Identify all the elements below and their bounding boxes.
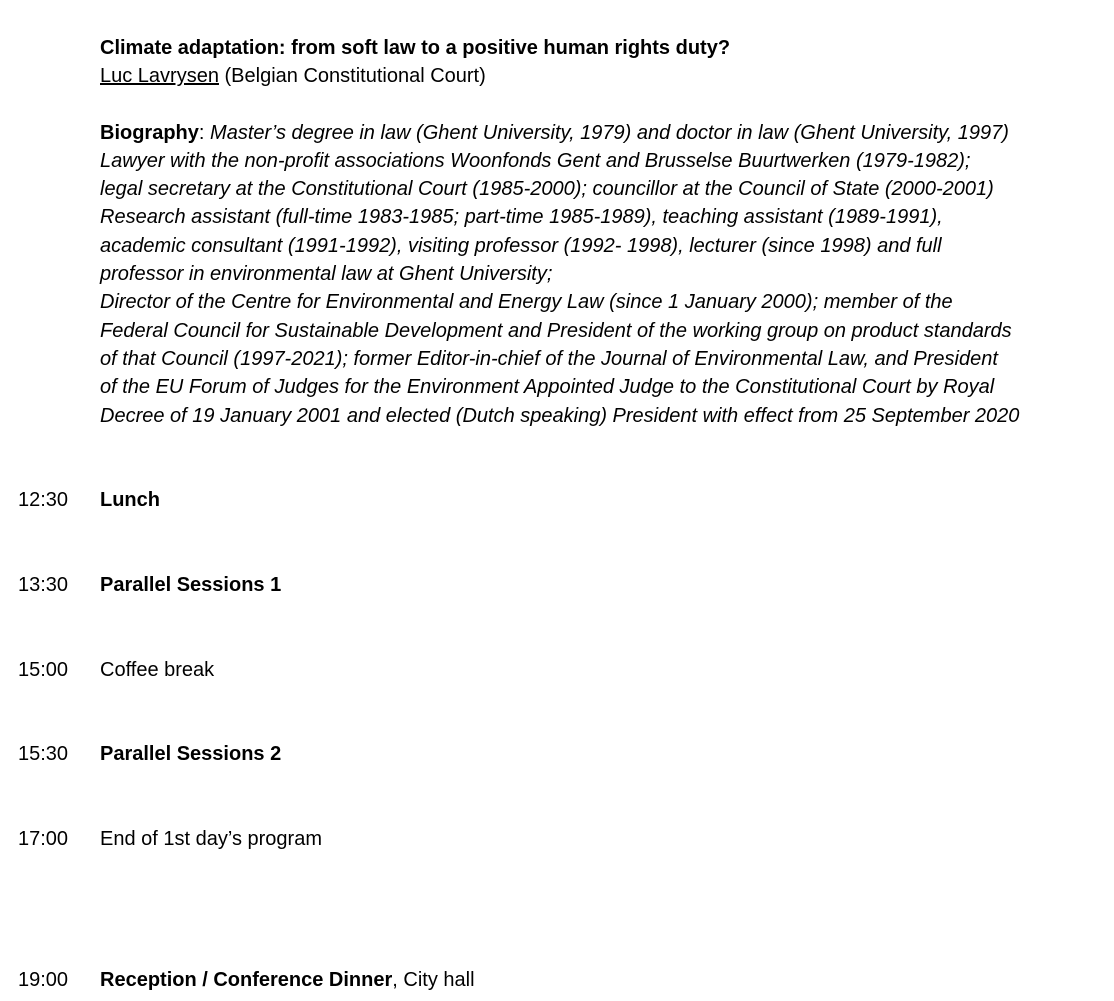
speaker-affiliation: (Belgian Constitutional Court) (218, 65, 486, 88)
bio-line-3: legal secretary at the Constitutional Court (1985-2000); councillor at the Council of State (2000-2001) (100, 178, 994, 201)
bio-line-7: Director of the Centre for Environmental and Energy Law (since 1 January 2000); member of the (100, 291, 953, 314)
schedule-row-parallel-sessions-2 (18, 740, 1098, 770)
bio-line-4: Research assistant (full-time 1983-1985; part-time 1985-1989), teaching assistant (1989-1991), (100, 206, 943, 229)
schedule-event-location: , City hall (392, 969, 475, 991)
schedule-time: 12:30 (18, 489, 69, 511)
bio-line-1 (100, 119, 1100, 147)
schedule-event: Lunch (100, 489, 160, 511)
schedule-time: 17:00 (18, 828, 69, 850)
schedule-event-wrapper (100, 966, 475, 994)
bio-label: Biography (100, 121, 199, 144)
schedule-time: 15:00 (18, 659, 69, 681)
bio-line-9: of that Council (1997-2021); former Editor-in-chief of the Journal of Environmental Law, and President (100, 347, 998, 370)
bio-line-6: professor in environmental law at Ghent University; (100, 263, 553, 286)
bio-line-5: academic consultant (1991-1992), visiting professor (1992- 1998), lecturer (since 1998) and full (100, 234, 942, 257)
schedule-event: End of 1st day’s program (100, 828, 322, 850)
schedule-time: 13:30 (18, 574, 69, 596)
bio-line-11: Decree of 19 January 2001 and elected (Dutch speaking) President with effect from 25 September 2020 (100, 404, 1020, 427)
bio-line-2: Lawyer with the non-profit associations Woonfonds Gent and Brusselse Buurtwerken (1979-1982); (100, 149, 971, 172)
schedule-time: 19:00 (18, 969, 69, 991)
schedule-time: 15:30 (18, 743, 69, 765)
schedule-event: Coffee break (100, 659, 215, 681)
schedule-row-end-of-day (18, 825, 1098, 855)
speaker-name[interactable]: Luc Lavrysen (100, 65, 219, 88)
bio-line-8: Federal Council for Sustainable Development and President of the working group on product standards (100, 319, 1012, 342)
bio-separator: : (198, 121, 211, 144)
schedule-event: Parallel Sessions 2 (100, 743, 282, 765)
schedule-event: Parallel Sessions 1 (100, 574, 282, 596)
speaker-line (100, 62, 1100, 90)
schedule-row-reception-dinner (18, 966, 1098, 996)
talk-block (100, 34, 1100, 430)
bio-line-10: of the EU Forum of Judges for the Environment Appointed Judge to the Constitutional Court by Royal (100, 376, 995, 399)
schedule-row-parallel-sessions-1 (18, 571, 1098, 601)
biography (100, 119, 1100, 430)
schedule-event: Reception / Conference Dinner (100, 969, 393, 991)
bio-text: Master’s degree in law (Ghent University, 1979) and doctor in law (Ghent University, 1997) (210, 121, 1009, 144)
schedule-row-lunch (18, 486, 1098, 516)
talk-title: Climate adaptation: from soft law to a positive human rights duty? (100, 37, 731, 59)
schedule-row-coffee-break (18, 656, 1098, 686)
